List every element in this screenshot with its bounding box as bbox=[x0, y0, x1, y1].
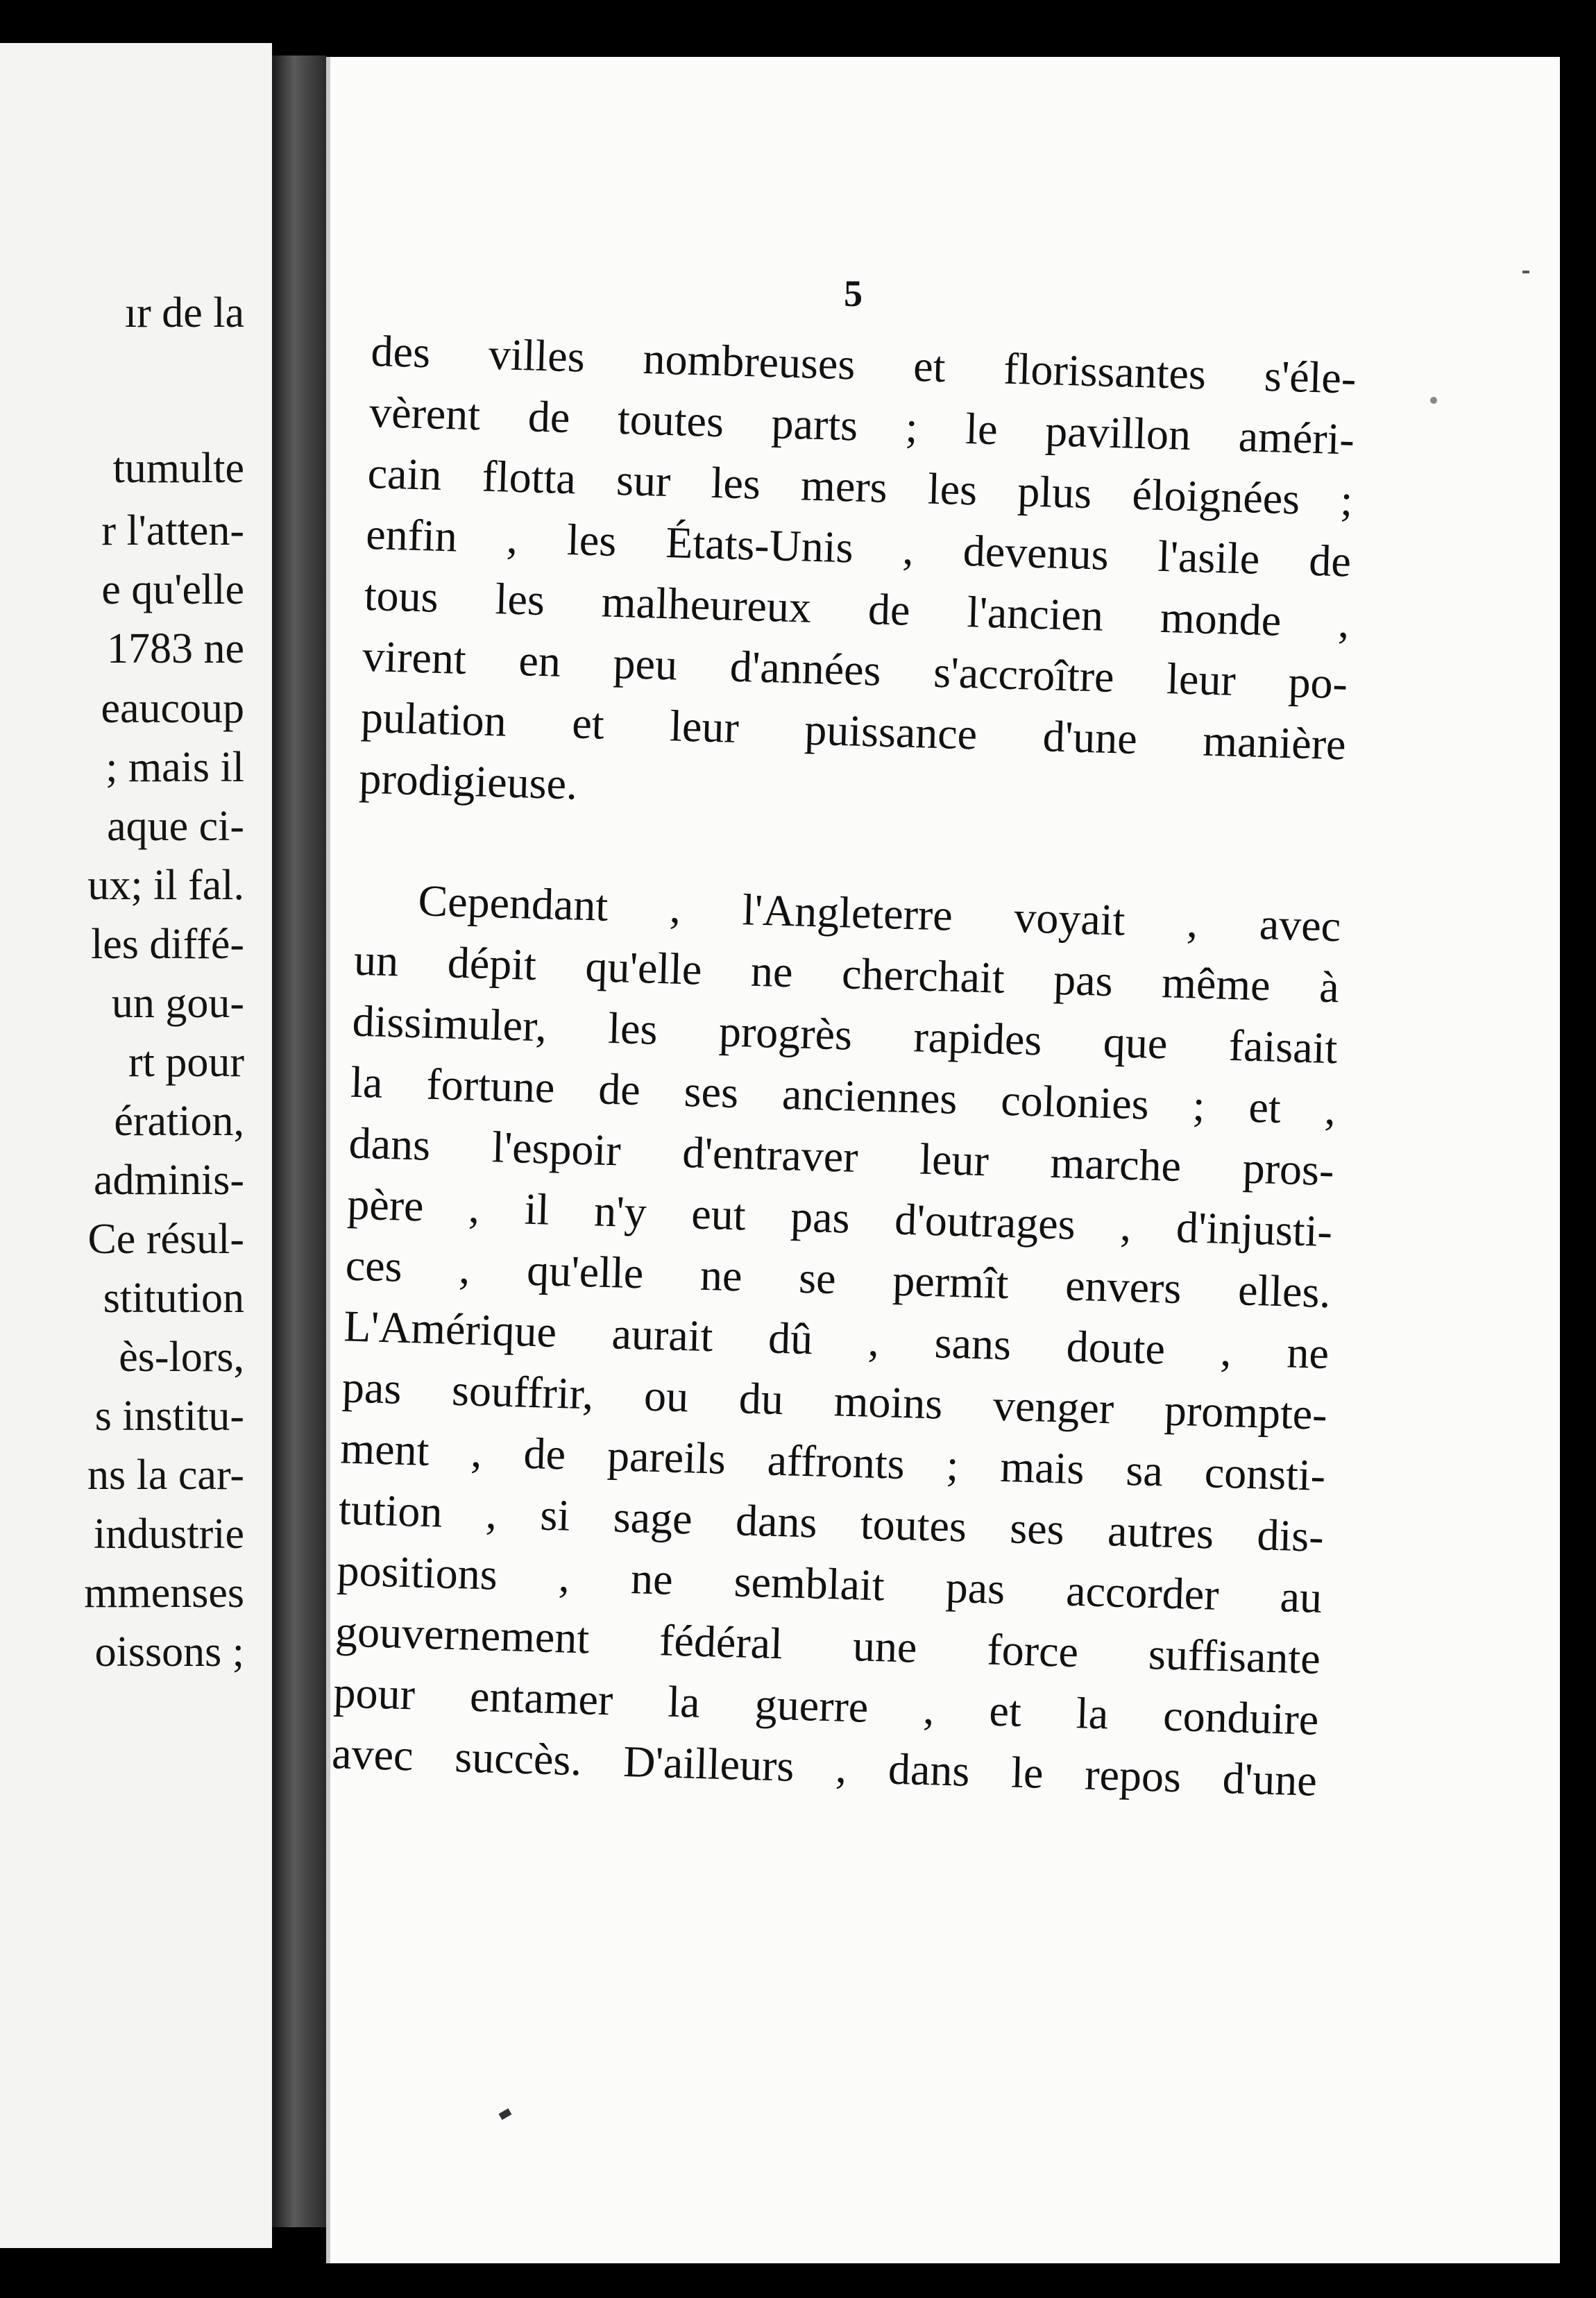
left-page-line: tumulte bbox=[112, 445, 244, 492]
paper-speck bbox=[1430, 397, 1437, 404]
text-line: la fortune de ses anciennes colonies ; et , bbox=[350, 1057, 1336, 1134]
text-line: des villes nombreuses et florissantes s'éle- bbox=[370, 325, 1357, 403]
paper-speck bbox=[499, 2109, 512, 2120]
left-page-line: les diffé- bbox=[91, 921, 244, 968]
left-page-line: rt pour bbox=[128, 1039, 244, 1086]
text-line: enfin , les États-Unis , devenus l'asile de bbox=[365, 509, 1352, 586]
left-page-line: mmenses bbox=[84, 1569, 244, 1617]
page-number: 5 bbox=[844, 273, 863, 314]
text-line: positions , ne semblait pas accorder au bbox=[336, 1545, 1323, 1622]
text-line: tous les malheureux de l'ancien monde , bbox=[363, 570, 1350, 647]
text-line: dans l'espoir d'entraver leur marche pros- bbox=[348, 1118, 1335, 1195]
text-line: avec succès. D'ailleurs , dans le repos d'une bbox=[331, 1728, 1318, 1805]
left-page-line: ération, bbox=[114, 1098, 244, 1145]
left-page-line: ès-lors, bbox=[119, 1334, 244, 1381]
text-line: pulation et leur puissance d'une manière bbox=[360, 692, 1347, 769]
text-line: vèrent de toutes parts ; le pavillon améri- bbox=[368, 386, 1355, 464]
book-gutter bbox=[272, 56, 326, 2227]
left-page-line: 1783 ne bbox=[106, 625, 244, 672]
page-body-text bbox=[331, 321, 1357, 1812]
left-page bbox=[0, 43, 272, 2248]
text-line: gouvernement fédéral une force suffisante bbox=[334, 1606, 1321, 1683]
paragraph bbox=[331, 869, 1341, 1812]
text-line: virent en peu d'années s'accroître leur po- bbox=[362, 631, 1348, 708]
text-line: prodigieuse. bbox=[358, 753, 579, 809]
left-page-line: Ce résul- bbox=[87, 1216, 244, 1263]
left-page-line: industrie bbox=[94, 1510, 244, 1558]
text-line: Cependant , l'Angleterre voyait , avec bbox=[417, 876, 1342, 951]
left-page-line: ns la car- bbox=[87, 1452, 244, 1499]
left-page-line: oissons ; bbox=[94, 1628, 244, 1676]
text-line: L'Amérique aurait dû , sans doute , ne bbox=[343, 1301, 1330, 1379]
text-line: tution , si sage dans toutes ses autres dis- bbox=[338, 1484, 1325, 1561]
left-page-line: un gou- bbox=[111, 980, 244, 1027]
left-page-line: eaucoup bbox=[101, 685, 244, 732]
text-line: cain flotta sur les mers les plus éloignées ; bbox=[366, 448, 1354, 525]
text-line: dissimuler, les progrès rapides que faisait bbox=[351, 996, 1339, 1073]
left-page-line: s institu- bbox=[94, 1393, 244, 1440]
text-line: un dépit qu'elle ne cherchait pas même à bbox=[353, 935, 1340, 1012]
left-page-line: ır de la bbox=[124, 289, 244, 337]
text-line: pas souffrir, ou du moins venger prompte- bbox=[341, 1362, 1328, 1440]
left-page-line: e qu'elle bbox=[101, 566, 244, 613]
left-page-line: r l'atten- bbox=[101, 507, 244, 554]
paper-speck bbox=[1522, 271, 1529, 273]
paragraph bbox=[358, 321, 1357, 836]
text-line: père , il n'y eut pas d'outrages , d'injusti- bbox=[346, 1179, 1333, 1257]
left-page-line: ux; il fal. bbox=[87, 862, 244, 909]
text-line: ces , qu'elle ne se permît envers elles. bbox=[344, 1240, 1332, 1318]
left-page-line: adminis- bbox=[94, 1157, 244, 1204]
left-page-line: stitution bbox=[103, 1275, 244, 1322]
right-page bbox=[326, 57, 1560, 2263]
left-page-line: aque ci- bbox=[107, 803, 244, 850]
text-line: pour entamer la guerre , et la conduire bbox=[332, 1667, 1320, 1744]
left-page-line: ; mais il bbox=[105, 744, 244, 791]
text-line: ment , de pareils affronts ; mais sa consti- bbox=[339, 1423, 1327, 1501]
